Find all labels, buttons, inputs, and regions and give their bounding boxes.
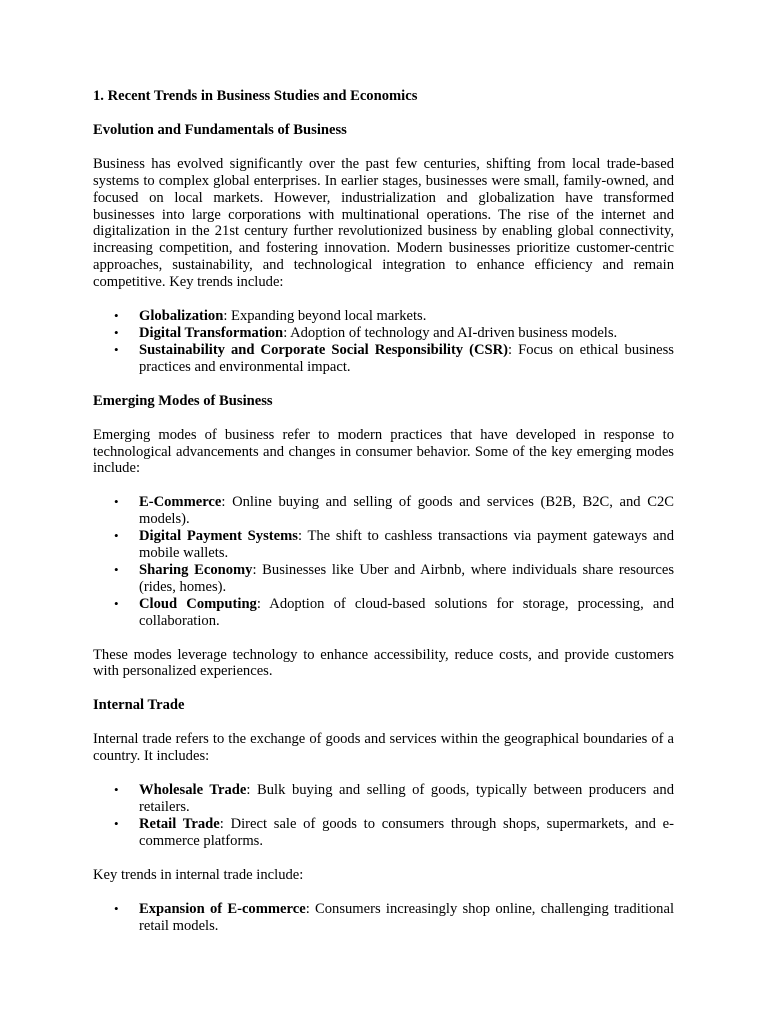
list-item-term: Sharing Economy [139, 561, 253, 578]
internal-trade-trends-list [93, 901, 674, 935]
list-item-term: E-Commerce [139, 494, 222, 511]
list-item [114, 900, 674, 935]
list-item-text: : Businesses like Uber and Airbnb, where individuals share resources (rides, homes). [139, 561, 674, 595]
list-item-text: : The shift to cashless transactions via payment gateways and mobile wallets. [139, 528, 675, 562]
emerging-paragraph: Emerging modes of business refer to modern practices that have developed in response to technological advancements and changes in consumer behavior. Some of the key emerging modes include: [93, 426, 674, 477]
list-item-term: Wholesale Trade [139, 782, 247, 799]
list-item [114, 561, 674, 596]
bullet-icon: • [114, 308, 119, 324]
list-item-text: : Focus on ethical business practices and environmental impact. [139, 341, 674, 375]
bullet-icon: • [114, 324, 119, 340]
bullet-icon: • [114, 494, 119, 510]
internal-trade-list [93, 782, 674, 850]
bullet-icon: • [114, 341, 119, 357]
evolution-heading: Evolution and Fundamentals of Business [93, 121, 347, 138]
list-item-term: Cloud Computing [139, 595, 257, 612]
list-item [114, 815, 675, 850]
list-item-term: Digital Transformation [139, 324, 284, 341]
evolution-list [93, 308, 674, 376]
list-item-term: Expansion of E-commerce [139, 900, 306, 917]
list-item [114, 341, 674, 376]
emerging-list [93, 494, 674, 629]
list-item [114, 528, 675, 562]
list-item [114, 308, 674, 325]
emerging-heading: Emerging Modes of Business [93, 392, 273, 409]
list-item [114, 494, 674, 528]
bullet-icon: • [114, 815, 119, 831]
list-item-text: : Expanding beyond local markets. [223, 308, 427, 325]
internal-trade-heading: Internal Trade [93, 697, 185, 714]
internal-trade-paragraph: Internal trade refers to the exchange of goods and services within the geographical boundaries of a country. It includes: [93, 731, 674, 765]
list-item-text: : Direct sale of goods to consumers through shops, supermarkets, and e-commerce platforms. [139, 815, 675, 849]
list-item-term: Digital Payment Systems [139, 528, 298, 545]
bullet-icon: • [114, 528, 119, 544]
bullet-icon: • [114, 900, 119, 916]
section-title: 1. Recent Trends in Business Studies and Economics [93, 88, 418, 104]
list-item-text: : Adoption of cloud-based solutions for storage, processing, and collaboration. [139, 595, 674, 629]
list-item-term: Globalization [139, 308, 224, 325]
bullet-icon: • [114, 561, 119, 577]
list-item [114, 782, 674, 816]
list-item-text: : Consumers increasingly shop online, challenging traditional retail models. [139, 900, 674, 934]
emerging-closing: These modes leverage technology to enhance accessibility, reduce costs, and provide customers with personalized experiences. [93, 646, 674, 680]
list-item [114, 324, 674, 342]
bullet-icon: • [114, 782, 119, 798]
internal-trade-trends-intro: Key trends in internal trade include: [93, 866, 304, 883]
list-item-term: Retail Trade [139, 815, 220, 832]
list-item-text: : Adoption of technology and AI-driven business models. [283, 324, 618, 341]
document-page [93, 84, 674, 934]
list-item-term: Sustainability and Corporate Social Responsibility (CSR) [139, 341, 509, 358]
bullet-icon: • [114, 595, 119, 611]
list-item-text: : Bulk buying and selling of goods, typically between producers and retailers. [139, 782, 674, 815]
list-item [114, 595, 674, 630]
list-item-text: : Online buying and selling of goods and services (B2B, B2C, and C2C models). [139, 494, 674, 528]
evolution-paragraph: Business has evolved significantly over the past few centuries, shifting from local trade-based systems to complex global enterprises. In earlier stages, businesses were small, family-owned, and focused on local markets. However, industrialization and globalization have transformed businesses into large corporations with multinational operations. The rise of the internet and digitalization in the 21st century further revolutionized business by enabling global connectivity, increasing competition, and fostering innovation. Modern businesses prioritize customer-centric approaches, sustainability, and technological integration to enhance efficiency and remain competitive. Key trends include: [93, 155, 674, 291]
